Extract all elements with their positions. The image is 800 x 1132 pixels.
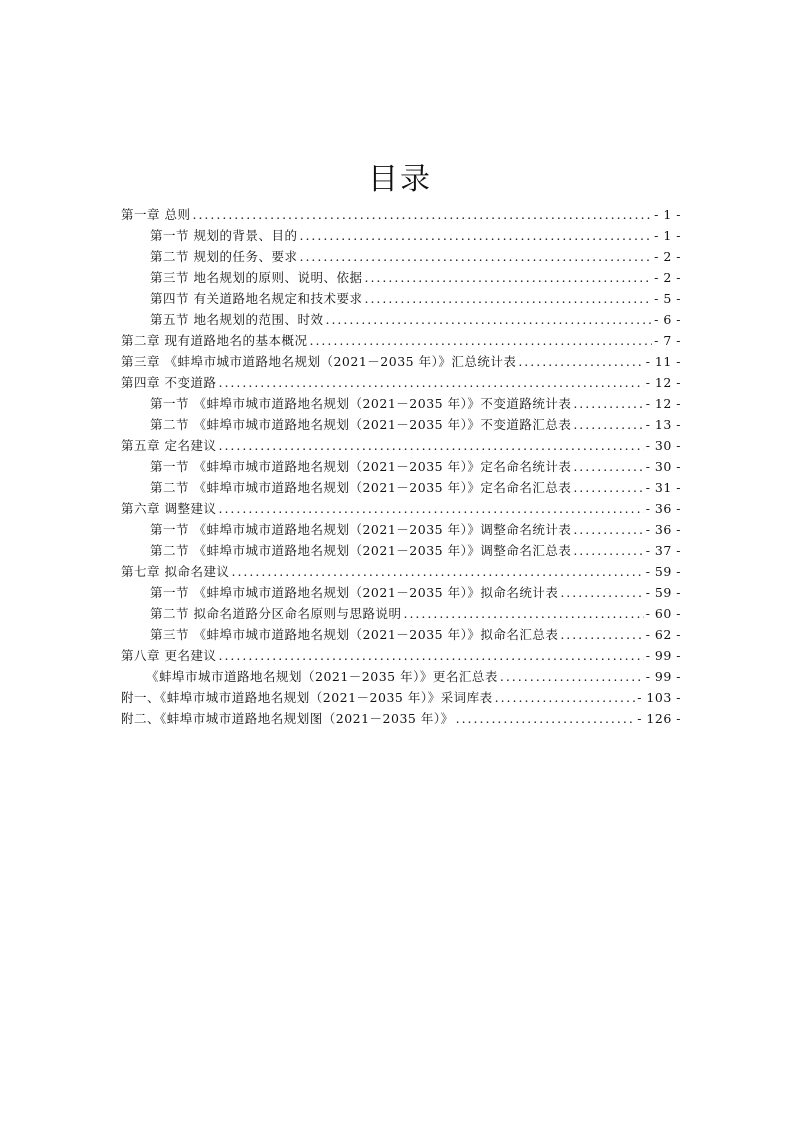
toc-section-entry[interactable] bbox=[121, 225, 681, 246]
toc-section-entry[interactable] bbox=[121, 582, 681, 603]
dot-leader bbox=[573, 477, 643, 498]
toc-entry-label: 第一章 总则 bbox=[121, 207, 191, 222]
toc-chapter-entry[interactable] bbox=[121, 645, 681, 666]
toc-entry-page: - 12 - bbox=[645, 375, 681, 390]
dot-leader bbox=[309, 330, 652, 351]
dot-leader bbox=[495, 687, 636, 708]
toc-section-entry[interactable] bbox=[121, 288, 681, 309]
toc-section-entry[interactable] bbox=[121, 414, 681, 435]
dot-leader bbox=[573, 519, 643, 540]
dot-leader bbox=[518, 351, 643, 372]
toc-section-entry[interactable] bbox=[121, 309, 681, 330]
toc-entry-label: 第二章 现有道路地名的基本概况 bbox=[121, 333, 308, 348]
toc-chapter-entry[interactable] bbox=[121, 708, 681, 729]
dot-leader bbox=[500, 666, 644, 687]
toc-entry-label: 第二节 规划的任务、要求 bbox=[150, 249, 298, 264]
toc-chapter-entry[interactable] bbox=[121, 498, 681, 519]
dot-leader bbox=[192, 204, 652, 225]
toc-entry-page: - 59 - bbox=[645, 585, 681, 600]
toc-entry-label: 第八章 更名建议 bbox=[121, 648, 217, 663]
toc-section-entry[interactable] bbox=[121, 540, 681, 561]
toc-entry-label: 第一节 规划的背景、目的 bbox=[150, 228, 298, 243]
dot-leader bbox=[218, 645, 643, 666]
toc-chapter-entry[interactable] bbox=[121, 204, 681, 225]
toc-entry-page: - 13 - bbox=[645, 417, 681, 432]
toc-chapter-entry[interactable] bbox=[121, 372, 681, 393]
toc-chapter-entry[interactable] bbox=[121, 561, 681, 582]
toc-chapter-entry[interactable] bbox=[121, 330, 681, 351]
toc-entry-page: - 36 - bbox=[645, 501, 681, 516]
toc-chapter-entry[interactable] bbox=[121, 687, 681, 708]
toc-entry-page: - 1 - bbox=[654, 228, 681, 243]
toc-entry-label: 第五节 地名规划的范围、时效 bbox=[150, 312, 324, 327]
toc-entry-label: 第一节 《蚌埠市城市道路地名规划（2021－2035 年）》调整命名统计表 bbox=[150, 522, 572, 537]
toc-title: 目录 bbox=[368, 162, 432, 197]
toc-entry-label: 第三节 《蚌埠市城市道路地名规划（2021－2035 年）》拟命名汇总表 bbox=[150, 627, 559, 642]
toc-entry-label: 第六章 调整建议 bbox=[121, 501, 217, 516]
toc-entry-page: - 1 - bbox=[654, 207, 681, 222]
toc-section-entry[interactable] bbox=[121, 477, 681, 498]
toc-chapter-entry[interactable] bbox=[121, 351, 681, 372]
toc-entry-label: 第二节 《蚌埠市城市道路地名规划（2021－2035 年）》调整命名汇总表 bbox=[150, 543, 572, 558]
dot-leader bbox=[573, 393, 643, 414]
toc-entry-page: - 62 - bbox=[645, 627, 681, 642]
toc-entry-label: 第七章 拟命名建议 bbox=[121, 564, 230, 579]
dot-leader bbox=[573, 540, 643, 561]
toc-entry-page: - 99 - bbox=[645, 669, 681, 684]
toc-entry-page: - 37 - bbox=[645, 543, 681, 558]
dot-leader bbox=[573, 414, 643, 435]
toc-section-entry[interactable] bbox=[121, 456, 681, 477]
dot-leader bbox=[299, 225, 652, 246]
toc-section-entry[interactable] bbox=[121, 393, 681, 414]
table-of-contents bbox=[121, 204, 681, 729]
toc-section-entry[interactable] bbox=[121, 267, 681, 288]
toc-entry-label: 第二节 《蚌埠市城市道路地名规划（2021－2035 年）》定名命名汇总表 bbox=[150, 480, 572, 495]
dot-leader bbox=[456, 708, 636, 729]
toc-section-entry[interactable] bbox=[121, 603, 681, 624]
toc-section-entry[interactable] bbox=[121, 666, 681, 687]
toc-entry-page: - 103 - bbox=[637, 690, 681, 705]
toc-entry-page: - 11 - bbox=[645, 354, 681, 369]
toc-section-entry[interactable] bbox=[121, 519, 681, 540]
toc-entry-label: 第三节 地名规划的原则、说明、依据 bbox=[150, 270, 363, 285]
dot-leader bbox=[573, 456, 643, 477]
toc-entry-page: - 12 - bbox=[645, 396, 681, 411]
dot-leader bbox=[560, 624, 643, 645]
toc-chapter-entry[interactable] bbox=[121, 435, 681, 456]
toc-entry-page: - 60 - bbox=[645, 606, 681, 621]
dot-leader bbox=[299, 246, 652, 267]
toc-entry-label: 附一、《蚌埠市城市道路地名规划（2021－2035 年）》采词库表 bbox=[121, 690, 493, 705]
toc-section-entry[interactable] bbox=[121, 624, 681, 645]
dot-leader bbox=[218, 372, 643, 393]
toc-entry-label: 《蚌埠市城市道路地名规划（2021－2035 年）》更名汇总表 bbox=[146, 669, 498, 684]
dot-leader bbox=[231, 561, 643, 582]
dot-leader bbox=[560, 582, 643, 603]
toc-entry-label: 第二节 拟命名道路分区命名原则与思路说明 bbox=[150, 606, 402, 621]
toc-entry-page: - 2 - bbox=[654, 270, 681, 285]
toc-entry-label: 第一节 《蚌埠市城市道路地名规划（2021－2035 年）》定名命名统计表 bbox=[150, 459, 572, 474]
toc-entry-page: - 30 - bbox=[645, 459, 681, 474]
dot-leader bbox=[218, 435, 643, 456]
dot-leader bbox=[364, 288, 652, 309]
toc-entry-page: - 5 - bbox=[654, 291, 681, 306]
toc-entry-page: - 7 - bbox=[654, 333, 681, 348]
toc-entry-label: 第二节 《蚌埠市城市道路地名规划（2021－2035 年）》不变道路汇总表 bbox=[150, 417, 572, 432]
toc-entry-page: - 126 - bbox=[637, 711, 681, 726]
toc-entry-label: 第四节 有关道路地名规定和技术要求 bbox=[150, 291, 363, 306]
dot-leader bbox=[403, 603, 643, 624]
toc-section-entry[interactable] bbox=[121, 246, 681, 267]
toc-entry-page: - 30 - bbox=[645, 438, 681, 453]
dot-leader bbox=[364, 267, 652, 288]
toc-entry-label: 第一节 《蚌埠市城市道路地名规划（2021－2035 年）》不变道路统计表 bbox=[150, 396, 572, 411]
toc-entry-label: 第一节 《蚌埠市城市道路地名规划（2021－2035 年）》拟命名统计表 bbox=[150, 585, 559, 600]
dot-leader bbox=[218, 498, 643, 519]
toc-entry-page: - 6 - bbox=[654, 312, 681, 327]
toc-entry-page: - 99 - bbox=[645, 648, 681, 663]
toc-entry-label: 附二、《蚌埠市城市道路地名规划图（2021－2035 年）》 bbox=[121, 711, 454, 726]
toc-entry-page: - 2 - bbox=[654, 249, 681, 264]
toc-entry-label: 第四章 不变道路 bbox=[121, 375, 217, 390]
toc-entry-page: - 59 - bbox=[645, 564, 681, 579]
toc-entry-label: 第三章 《蚌埠市城市道路地名规划（2021－2035 年）》汇总统计表 bbox=[121, 354, 517, 369]
toc-entry-page: - 36 - bbox=[645, 522, 681, 537]
toc-entry-label: 第五章 定名建议 bbox=[121, 438, 217, 453]
dot-leader bbox=[325, 309, 652, 330]
toc-entry-page: - 31 - bbox=[645, 480, 681, 495]
